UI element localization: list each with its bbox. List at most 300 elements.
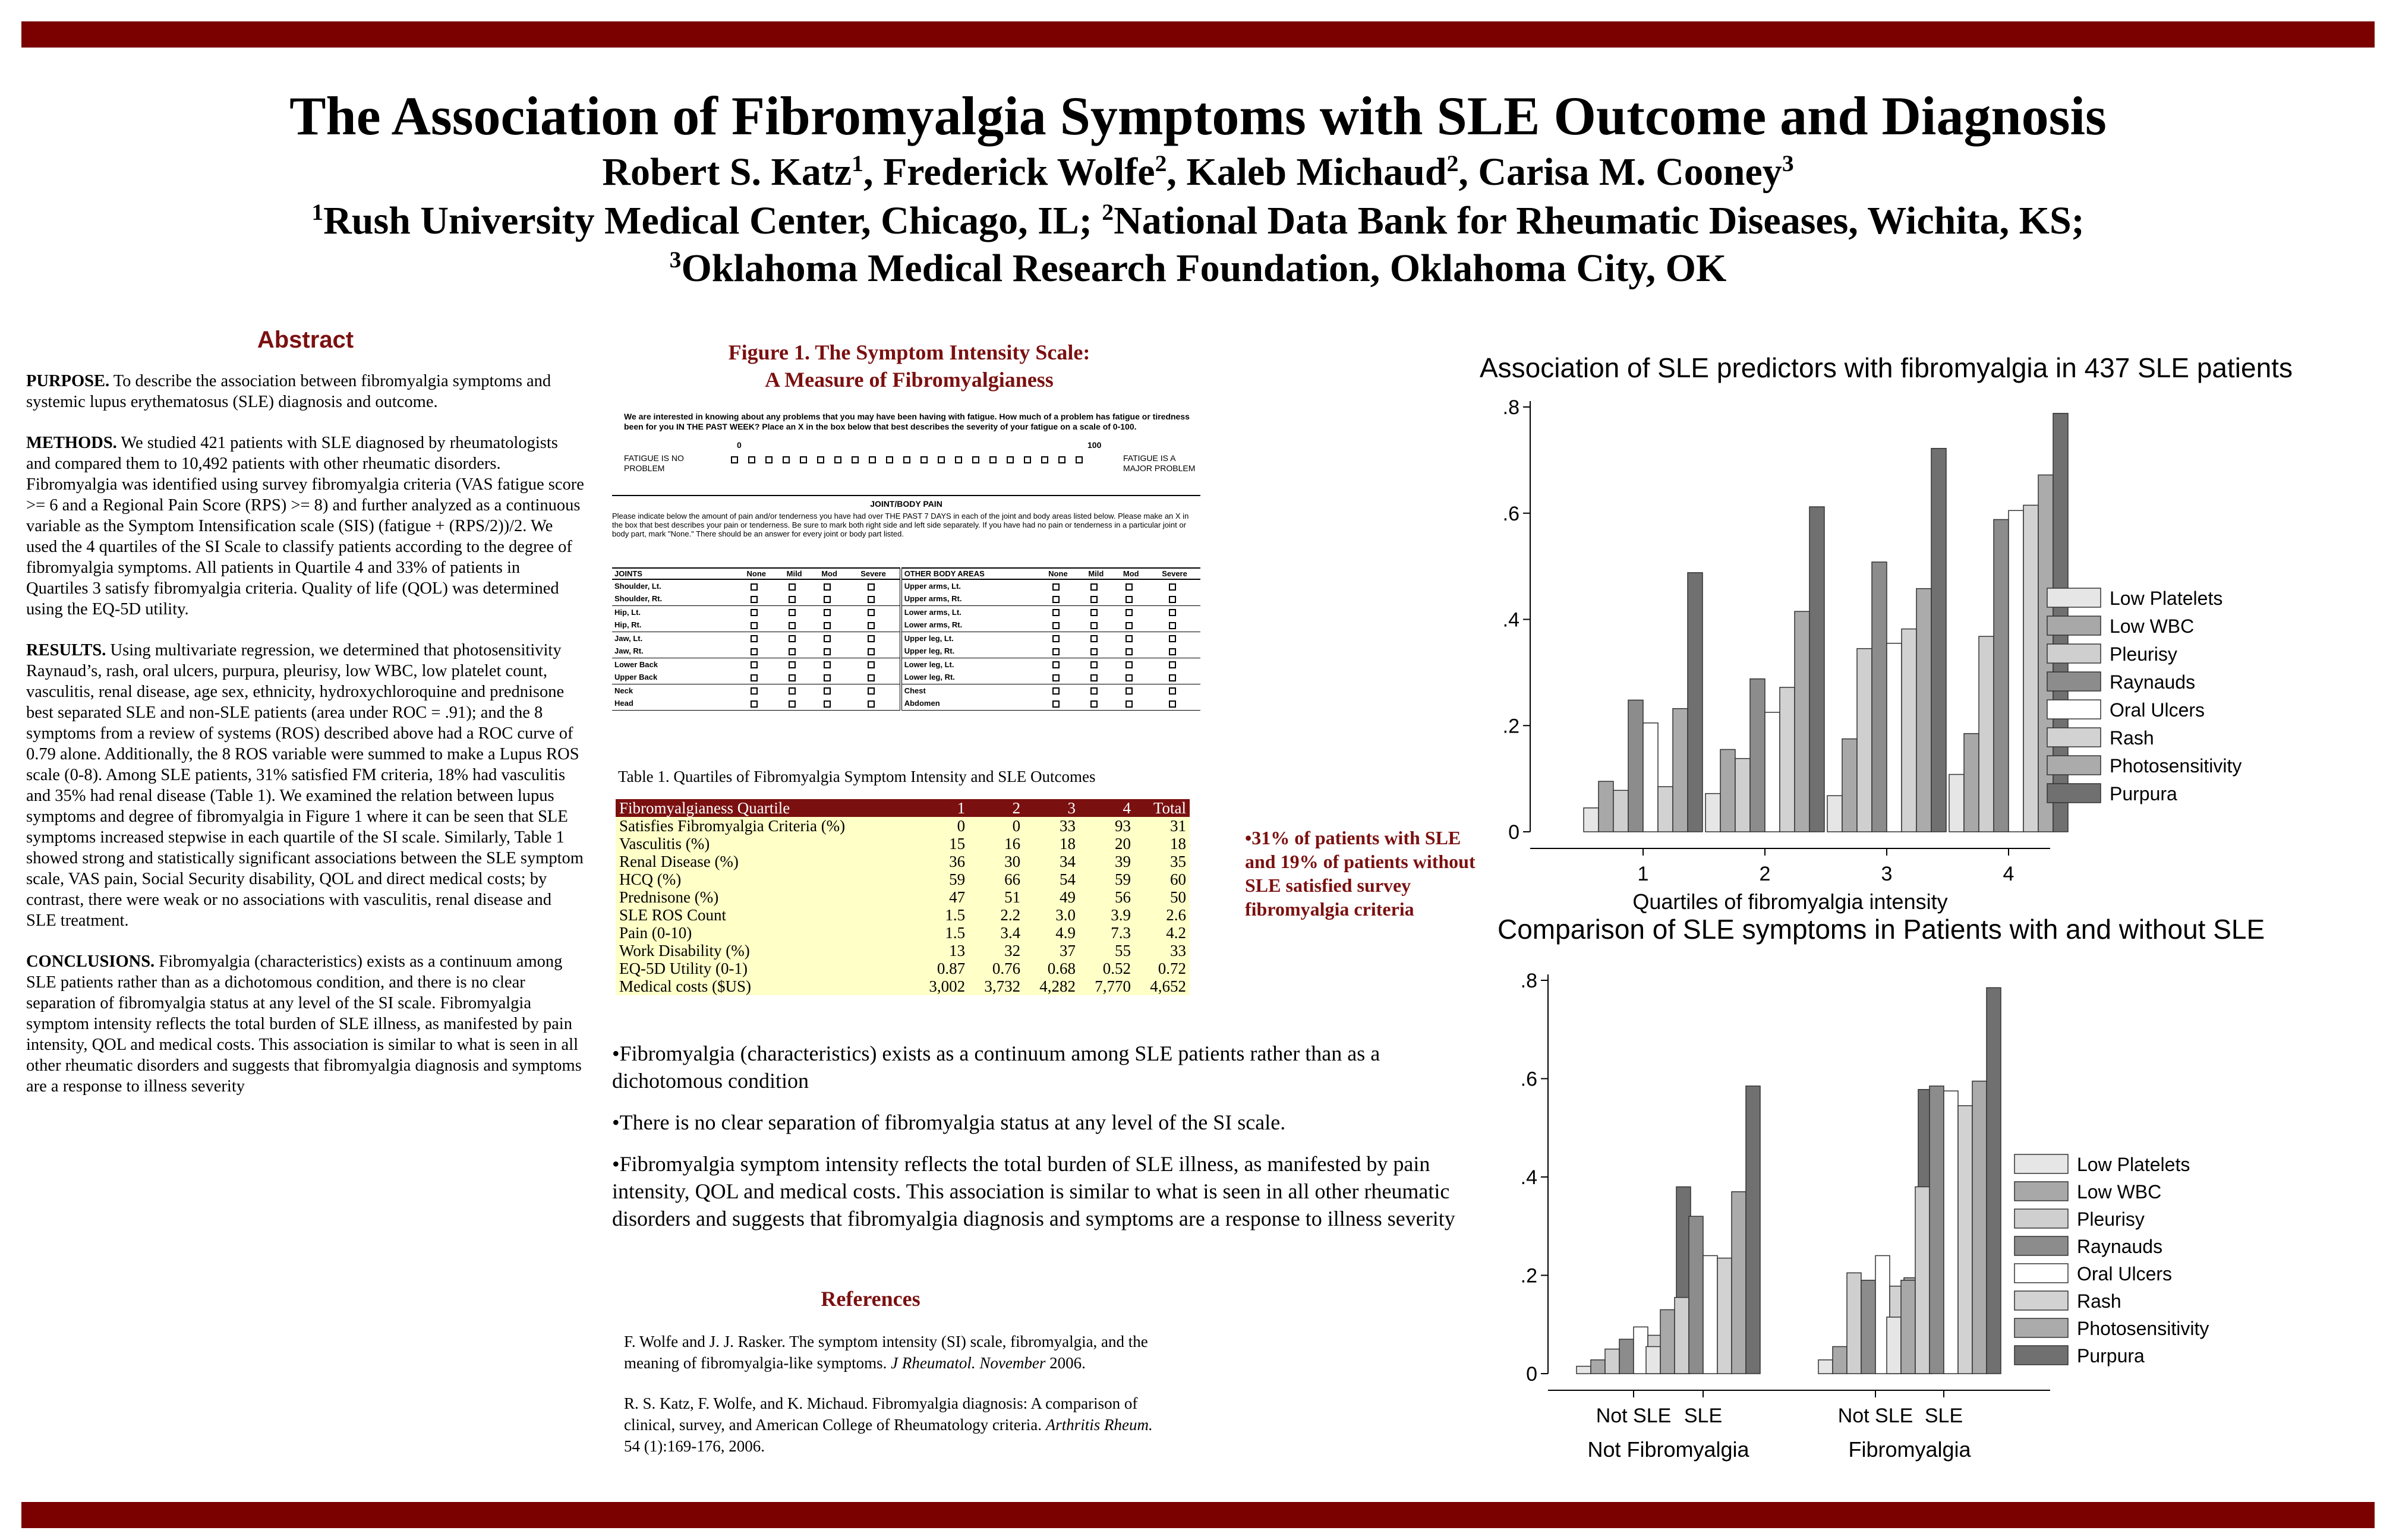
pain-row bbox=[612, 592, 1200, 605]
pain-cell bbox=[812, 658, 847, 671]
figure1-title-line1: Figure 1. The Symptom Intensity Scale: bbox=[728, 340, 1090, 364]
pain-cell bbox=[812, 671, 847, 684]
pain-checkbox bbox=[824, 583, 831, 591]
chart-title: Association of SLE predictors with fibromyalgia in 437 SLE patients bbox=[1480, 352, 2293, 383]
y-tick-label: .2 bbox=[1520, 1264, 1537, 1287]
pain-checkbox bbox=[868, 609, 875, 616]
severity-header: Mod bbox=[821, 569, 837, 578]
severity-header: None bbox=[746, 569, 766, 578]
pain-cell bbox=[777, 697, 811, 710]
table1-header-cell: 4 bbox=[1079, 799, 1134, 817]
chart-title: Comparison of SLE symptoms in Patients with and without SLE bbox=[1498, 914, 2265, 945]
table1-cell: HCQ (%) bbox=[619, 870, 682, 888]
group-label: Not Fibromyalgia bbox=[1587, 1437, 1749, 1462]
figure1-title bbox=[606, 339, 1212, 393]
x-tick-label: SLE bbox=[1683, 1405, 1723, 1427]
pain-cell bbox=[1038, 697, 1079, 710]
pain-checkbox bbox=[868, 596, 875, 603]
table1-cell: 0 bbox=[1012, 817, 1021, 835]
scale-checkbox bbox=[852, 456, 859, 463]
pain-cell bbox=[1149, 684, 1200, 697]
abstract-sections bbox=[26, 371, 585, 1097]
pain-checkbox bbox=[751, 596, 758, 603]
pain-checkbox bbox=[868, 687, 875, 695]
pain-checkbox bbox=[1090, 609, 1098, 616]
pain-cell bbox=[847, 671, 900, 684]
table1-row bbox=[616, 853, 1190, 870]
pain-checkbox bbox=[1169, 661, 1176, 668]
table1-cell: 36 bbox=[949, 853, 966, 870]
scale-checkbox bbox=[817, 456, 824, 463]
bar-pleurisy bbox=[1847, 1273, 1861, 1374]
scale-right-label: FATIGUE IS A MAJOR PROBLEM bbox=[1123, 453, 1196, 473]
bar-rash bbox=[1902, 629, 1916, 832]
scale-checkbox bbox=[972, 456, 979, 463]
pain-row bbox=[612, 671, 1200, 684]
table1-cell: 4.9 bbox=[1055, 924, 1076, 942]
pain-checkbox bbox=[789, 583, 796, 591]
conclusion-bullet: •Fibromyalgia (characteristics) exists as a continuum among SLE patients rather than as a dichotomous condition bbox=[612, 1042, 1380, 1093]
pain-cell bbox=[1038, 645, 1079, 658]
pain-cell bbox=[777, 645, 811, 658]
table1-row bbox=[616, 835, 1190, 853]
pain-cell bbox=[812, 645, 847, 658]
table1-cell: 0.52 bbox=[1102, 960, 1131, 977]
author-affil-sup: 1 bbox=[852, 150, 863, 176]
pain-cell bbox=[1079, 658, 1113, 671]
pain-checkbox bbox=[751, 583, 758, 591]
scale-checkbox bbox=[800, 456, 807, 463]
pain-checkbox bbox=[1169, 622, 1176, 629]
poster-title: The Association of Fibromyalgia Symptoms with SLE Outcome and Diagnosis bbox=[289, 86, 2107, 146]
pain-cell bbox=[847, 645, 900, 658]
pain-checkbox bbox=[751, 661, 758, 668]
y-tick-label: .6 bbox=[1520, 1068, 1537, 1091]
pain-cell bbox=[847, 579, 900, 592]
pain-cell bbox=[1079, 618, 1113, 632]
bar-low-platelets bbox=[1646, 1346, 1660, 1374]
y-tick-label: .6 bbox=[1502, 502, 1519, 525]
table1-row bbox=[616, 942, 1190, 960]
pain-cell bbox=[847, 632, 900, 645]
pain-checkbox bbox=[1126, 609, 1133, 616]
table1-row bbox=[616, 888, 1190, 906]
author-name: Carisa M. Cooney bbox=[1478, 150, 1782, 194]
bar-raynauds bbox=[1628, 700, 1643, 832]
bar-low-platelets bbox=[1887, 1317, 1901, 1374]
pain-checkbox bbox=[1126, 700, 1133, 708]
table1-cell: 50 bbox=[1170, 888, 1186, 906]
pain-cell bbox=[777, 632, 811, 645]
table1-cell: Satisfies Fibromyalgia Criteria (%) bbox=[619, 817, 846, 835]
pain-cell bbox=[812, 697, 847, 710]
pain-cell bbox=[1079, 697, 1113, 710]
pain-checkbox bbox=[789, 622, 796, 629]
fatigue-scale-boxes bbox=[731, 455, 1111, 465]
bar-raynauds bbox=[1994, 519, 2009, 832]
legend-label: Oral Ulcers bbox=[2110, 699, 2205, 721]
author-name: Frederick Wolfe bbox=[882, 150, 1155, 194]
author-name: Kaleb Michaud bbox=[1186, 150, 1447, 194]
pain-checkbox bbox=[1126, 674, 1133, 681]
x-tick-label: Not SLE bbox=[1837, 1405, 1913, 1427]
legend-label: Purpura bbox=[2110, 783, 2177, 804]
legend-swatch bbox=[2047, 728, 2101, 747]
pain-cell bbox=[736, 632, 777, 645]
pain-checkbox bbox=[789, 635, 796, 642]
pain-cell bbox=[1113, 684, 1149, 697]
pain-row bbox=[612, 632, 1200, 645]
legend-swatch bbox=[2047, 588, 2101, 607]
pain-cell bbox=[1038, 618, 1079, 632]
pain-cell bbox=[1038, 592, 1079, 605]
abstract-text: We studied 421 patients with SLE diagnosed by rheumatologists and compared them to 10,492 patients with other rheumatic disorders. Fibromyalgia was identified using survey fibromyalgia criteria (VAS fatigue score >= 6 and a Regional Pain Score (RPS) >= 8) and further analyzed as a continuous variable as the Symptom Intensification scale (SIS) (fatigue + (RPS/2))/2. We used the 4 quartiles of the SI Scale to classify patients according to the degree of fibromyalgia symptoms. All patients in Quartile 4 and 33% of patients in Quartiles 3 satisfy fibromyalgia criteria. Quality of life (QOL) was determined using the EQ-5D utility. bbox=[26, 434, 584, 618]
pain-cell bbox=[1079, 645, 1113, 658]
pain-cell bbox=[1079, 592, 1113, 605]
table1-cell: 59 bbox=[1114, 870, 1131, 888]
pain-cell bbox=[1079, 579, 1113, 592]
joint-label: Head bbox=[614, 699, 633, 708]
table1-cell: 32 bbox=[1004, 942, 1021, 960]
pain-cell bbox=[1149, 671, 1200, 684]
table1-cell: Vasculitis (%) bbox=[619, 835, 710, 853]
pain-instructions: Please indicate below the amount of pain and/or tenderness you have had over THE PAST 7 DAYS in each of the joint and body areas listed below. Please make an X in the box that best describes your pain or tenderness. Be sure to mark both right side and left side separately. If you have had no pain or tenderness in a particular joint or body part, mark "None." There should be an answer for every joint or body part listed. bbox=[612, 512, 1189, 538]
pain-checkbox bbox=[868, 622, 875, 629]
pain-checkbox bbox=[751, 700, 758, 708]
severity-header: Severe bbox=[1162, 569, 1187, 578]
area-label: Upper leg, Lt. bbox=[901, 632, 1038, 645]
pain-cell bbox=[736, 697, 777, 710]
bar-raynauds bbox=[1861, 1280, 1875, 1374]
table1-cell: 4,652 bbox=[1150, 977, 1186, 995]
x-tick-label: 2 bbox=[1759, 863, 1771, 885]
table1-cell: 49 bbox=[1060, 888, 1076, 906]
pain-cell bbox=[1079, 632, 1113, 645]
reference-tail: 2006. bbox=[1045, 1354, 1086, 1372]
table1-cell: 66 bbox=[1004, 870, 1021, 888]
x-tick-label: SLE bbox=[1924, 1405, 1963, 1427]
legend-label: Pleurisy bbox=[2077, 1208, 2145, 1230]
legend-label: Photosensitivity bbox=[2077, 1318, 2209, 1339]
legend-label: Photosensitivity bbox=[2110, 755, 2242, 777]
pain-cell bbox=[1038, 605, 1079, 618]
pain-checkbox bbox=[1126, 648, 1133, 655]
bar-photosensitivity bbox=[1732, 1192, 1746, 1374]
scale-checkbox bbox=[765, 456, 773, 463]
pain-cell bbox=[736, 579, 777, 592]
area-label: Upper arms, Rt. bbox=[901, 592, 1038, 605]
scale-checkbox bbox=[886, 456, 893, 463]
scale-left-label: FATIGUE IS NO PROBLEM bbox=[624, 453, 684, 473]
affiliation-line-1 bbox=[0, 197, 2396, 245]
table1-cell: Pain (0-10) bbox=[619, 924, 692, 942]
pain-checkbox bbox=[1052, 596, 1060, 603]
bar-oral-ulcers bbox=[1703, 1255, 1717, 1374]
reference-tail: 54 (1):169-176, 2006. bbox=[624, 1437, 765, 1455]
bar-purpura bbox=[1931, 449, 1946, 832]
reference-text: F. Wolfe and J. J. Rasker. The symptom intensity (SI) scale, fibromyalgia, and the meaning of fibromyalgia-like symptoms. bbox=[624, 1333, 1148, 1372]
pain-checkbox bbox=[1169, 674, 1176, 681]
table1-cell: 56 bbox=[1114, 888, 1131, 906]
table1-cell: 1.5 bbox=[945, 924, 966, 942]
bar-low-platelets bbox=[1818, 1360, 1833, 1374]
legend-swatch bbox=[2047, 784, 2101, 803]
pain-cell bbox=[1113, 618, 1149, 632]
pain-checkbox bbox=[868, 700, 875, 708]
pain-checkbox bbox=[868, 648, 875, 655]
y-tick-label: .8 bbox=[1502, 396, 1519, 419]
pain-checkbox bbox=[824, 648, 831, 655]
pain-cell bbox=[736, 618, 777, 632]
severity-header: Mild bbox=[786, 569, 802, 578]
pain-cell bbox=[1079, 684, 1113, 697]
pain-row bbox=[612, 697, 1200, 710]
pain-row bbox=[612, 605, 1200, 618]
pain-cell bbox=[1149, 618, 1200, 632]
legend-label: Pleurisy bbox=[2110, 643, 2177, 665]
legend-label: Low WBC bbox=[2110, 616, 2195, 637]
pain-checkbox bbox=[1090, 583, 1098, 591]
pain-cell bbox=[1149, 605, 1200, 618]
table1-cell: 51 bbox=[1004, 888, 1021, 906]
pain-cell bbox=[777, 618, 811, 632]
pain-row bbox=[612, 579, 1200, 592]
pain-row bbox=[612, 658, 1200, 671]
pain-cell bbox=[1038, 671, 1079, 684]
pain-cell bbox=[812, 632, 847, 645]
area-label: Chest bbox=[901, 684, 1038, 697]
scale-min: 0 bbox=[737, 440, 742, 450]
area-label: Lower leg, Rt. bbox=[901, 671, 1038, 684]
scale-checkbox bbox=[903, 456, 910, 463]
figure1-title-line2: A Measure of Fibromyalgianess bbox=[765, 368, 1054, 392]
symptom-intensity-form bbox=[612, 407, 1200, 758]
pain-cell bbox=[777, 592, 811, 605]
legend-swatch bbox=[2014, 1346, 2068, 1365]
pain-cell bbox=[1113, 645, 1149, 658]
bar-pleurisy bbox=[1613, 790, 1628, 832]
affiliations bbox=[0, 197, 2396, 292]
bar-rash bbox=[1658, 787, 1673, 832]
legend-swatch bbox=[2014, 1291, 2068, 1310]
pain-checkbox bbox=[824, 700, 831, 708]
scale-checkbox bbox=[1024, 456, 1031, 463]
bar-photosensitivity bbox=[1916, 589, 1931, 832]
pain-cell bbox=[1038, 632, 1079, 645]
reference-journal: J Rheumatol. November bbox=[891, 1354, 1046, 1372]
table1-cell: 16 bbox=[1004, 835, 1021, 853]
author-sep: , bbox=[1458, 150, 1478, 194]
pain-checkbox bbox=[1052, 609, 1060, 616]
pain-checkbox bbox=[1090, 648, 1098, 655]
pain-header-row bbox=[612, 568, 1200, 579]
legend-swatch bbox=[2014, 1264, 2068, 1283]
pain-checkbox bbox=[1169, 700, 1176, 708]
pain-checkbox bbox=[868, 661, 875, 668]
y-tick-label: .4 bbox=[1502, 608, 1519, 632]
pain-cell bbox=[777, 579, 811, 592]
pain-checkbox bbox=[751, 648, 758, 655]
table1-cell: 13 bbox=[949, 942, 966, 960]
pain-cell bbox=[812, 579, 847, 592]
author-affil-sup: 2 bbox=[1155, 150, 1167, 176]
bar-rash bbox=[2023, 505, 2038, 832]
legend-label: Low WBC bbox=[2077, 1181, 2162, 1203]
abstract-section bbox=[26, 640, 585, 931]
pain-checkbox bbox=[1126, 622, 1133, 629]
table1-cell: 3,002 bbox=[929, 977, 966, 995]
references-list bbox=[624, 1331, 1159, 1476]
pain-cell bbox=[736, 645, 777, 658]
other-areas-header: OTHER BODY AREAS bbox=[901, 568, 1038, 579]
table1-row bbox=[616, 924, 1190, 942]
scale-checkbox bbox=[989, 456, 997, 463]
pain-cell bbox=[777, 605, 811, 618]
table1-cell: 2.2 bbox=[1000, 906, 1021, 924]
joints-header: JOINTS bbox=[614, 569, 642, 578]
joint-label: Lower Back bbox=[614, 659, 658, 669]
bar-pleurisy bbox=[1915, 1187, 1930, 1374]
reference-journal: Arthritis Rheum. bbox=[1045, 1416, 1153, 1434]
affiliation-line-2 bbox=[0, 245, 2396, 292]
legend-label: Rash bbox=[2110, 727, 2154, 749]
table1-header-cell: 3 bbox=[1024, 799, 1079, 817]
table1-cell: 0 bbox=[957, 817, 966, 835]
chart-sle-predictors bbox=[1474, 345, 2335, 914]
pain-checkbox bbox=[1126, 687, 1133, 695]
pain-cell bbox=[1149, 645, 1200, 658]
table1-row bbox=[616, 870, 1190, 888]
bar-pleurisy bbox=[1979, 636, 1994, 832]
pain-checkbox bbox=[824, 596, 831, 603]
pain-cell bbox=[847, 697, 900, 710]
pain-checkbox bbox=[824, 635, 831, 642]
bar-rash bbox=[1780, 687, 1795, 832]
bar-low-wbc bbox=[1591, 1360, 1605, 1374]
pain-cell bbox=[777, 684, 811, 697]
author-sep: , bbox=[1167, 150, 1187, 194]
pain-checkbox bbox=[1126, 635, 1133, 642]
references-heading: References bbox=[821, 1287, 920, 1311]
abstract-label: RESULTS. bbox=[26, 641, 106, 659]
bar-low-platelets bbox=[1705, 794, 1720, 832]
joint-label: Neck bbox=[614, 686, 633, 695]
pain-checkbox bbox=[824, 609, 831, 616]
bar-pleurisy bbox=[1675, 1298, 1689, 1374]
conclusion-bullets bbox=[612, 1040, 1468, 1246]
scale-checkbox bbox=[938, 456, 945, 463]
pain-checkbox bbox=[1169, 596, 1176, 603]
table1-row bbox=[616, 960, 1190, 977]
table1-header-row bbox=[616, 799, 1190, 817]
pain-checkbox bbox=[1090, 687, 1098, 695]
bar-photosensitivity bbox=[1673, 709, 1688, 832]
abstract-label: METHODS. bbox=[26, 434, 117, 452]
x-tick-label: 3 bbox=[1881, 863, 1893, 885]
pain-cell bbox=[1038, 658, 1079, 671]
pain-row bbox=[612, 618, 1200, 632]
abstract-section bbox=[26, 951, 585, 1097]
bar-low-wbc bbox=[1901, 1280, 1915, 1374]
bar-low-platelets bbox=[1577, 1367, 1591, 1374]
abstract-text: Fibromyalgia (characteristics) exists as a continuum among SLE patients rather than as a dichotomous condition, and there is no clear separation of fibromyalgia status at any level of the SI scale. Fibromyalgia symptom intensity reflects the total burden of SLE illness, as manifested by pain intensity, QOL and medical costs. This association is similar to what is seen in all other rheumatic disorders and suggests that fibromyalgia diagnosis and symptoms are a response to illness severity bbox=[26, 952, 582, 1096]
table1-cell: 54 bbox=[1060, 870, 1076, 888]
pain-cell bbox=[777, 671, 811, 684]
legend-swatch bbox=[2014, 1209, 2068, 1228]
pain-checkbox bbox=[1090, 622, 1098, 629]
scale-checkbox bbox=[748, 456, 755, 463]
pain-checkbox bbox=[751, 622, 758, 629]
legend-label: Oral Ulcers bbox=[2077, 1263, 2173, 1285]
scale-checkbox bbox=[1058, 456, 1065, 463]
pain-cell bbox=[847, 618, 900, 632]
bar-low-wbc bbox=[1720, 749, 1735, 832]
table1-cell: 2.6 bbox=[1166, 906, 1186, 924]
pain-checkbox bbox=[789, 596, 796, 603]
pain-cell bbox=[1079, 671, 1113, 684]
table1-cell: 4,282 bbox=[1039, 977, 1076, 995]
pain-checkbox bbox=[1126, 661, 1133, 668]
pain-cell bbox=[736, 658, 777, 671]
abstract-text: Using multivariate regression, we determined that photosensitivity Raynaud’s, rash, oral ulcers, purpura, pleurisy, low WBC, low platelet count, vasculitis, renal disease, age sex, ethnicity, hydroxychloroquine and prednisone best separated SLE and non-SLE patients (area under ROC = .91); and the 8 symptoms from a review of systems (ROS) described above had a ROC curve of 0.79 alone. Additionally, the 8 ROS variable were summed to make a Lupus ROS scale (0-8). Among SLE patients, 31% satisfied FM criteria, 18% had vasculitis and 35% had renal disease (Table 1). We examined the relation between lupus symptoms and degree of fibromyalgia in Figure 1 where it can be seen that SLE symptoms increased stepwise in each quartile of the SI scale. Similarly, Table 1 showed strong and statistically significant associations between the SLE symptom scale, VAS pain, Social Security disability, QOL and direct medical costs; by contrast, there were weak or no associations with vasculitis, renal disease and SLE treatment. bbox=[26, 641, 584, 930]
pain-grid bbox=[612, 567, 1200, 711]
top-banner bbox=[21, 21, 2375, 48]
scale-checkbox bbox=[1007, 456, 1014, 463]
table1-cell: 55 bbox=[1114, 942, 1131, 960]
scale-checkbox bbox=[1076, 456, 1083, 463]
pain-cell bbox=[847, 684, 900, 697]
table1-cell: 39 bbox=[1114, 853, 1131, 870]
abstract-column bbox=[26, 327, 585, 1117]
pain-cell bbox=[777, 658, 811, 671]
joint-label: Shoulder, Rt. bbox=[614, 594, 663, 604]
table1-cell: 1.5 bbox=[945, 906, 966, 924]
table1-cell: 18 bbox=[1170, 835, 1186, 853]
bar-low-platelets bbox=[1949, 774, 1964, 832]
abstract-heading: Abstract bbox=[257, 327, 354, 353]
table1-cell: 37 bbox=[1060, 942, 1076, 960]
pain-cell bbox=[1149, 697, 1200, 710]
pain-checkbox bbox=[751, 687, 758, 695]
affil-text: Rush University Medical Center, Chicago, IL; bbox=[323, 199, 1102, 242]
legend-swatch bbox=[2014, 1182, 2068, 1201]
pain-cell bbox=[1038, 684, 1079, 697]
bar-low-wbc bbox=[1660, 1309, 1675, 1374]
pain-cell bbox=[1113, 605, 1149, 618]
joint-label: Shoulder, Lt. bbox=[614, 582, 661, 591]
fatigue-question: We are interested in knowing about any problems that you may have been having with fatigue. How much of a problem has fatigue or tiredness been for you IN THE PAST WEEK? Place an X in the box below that best describes the severity of your fatigue on a scale of 0-100. bbox=[624, 412, 1190, 431]
y-tick-label: .8 bbox=[1520, 970, 1537, 992]
pain-checkbox bbox=[1090, 674, 1098, 681]
pain-checkbox bbox=[789, 674, 796, 681]
x-tick-label: Not SLE bbox=[1596, 1405, 1672, 1427]
table1-cell: 4.2 bbox=[1166, 924, 1186, 942]
bar-low-platelets bbox=[1584, 808, 1599, 832]
pain-cell bbox=[1149, 592, 1200, 605]
abstract-section bbox=[26, 371, 585, 412]
table1-cell: 7,770 bbox=[1095, 977, 1131, 995]
pain-cell bbox=[847, 592, 900, 605]
table1-cell: 0.87 bbox=[937, 960, 966, 977]
pain-checkbox bbox=[824, 687, 831, 695]
pain-checkbox bbox=[751, 609, 758, 616]
bar-oral-ulcers bbox=[1944, 1091, 1958, 1374]
pain-cell bbox=[1149, 579, 1200, 592]
area-label: Upper leg, Rt. bbox=[901, 645, 1038, 658]
bar-pleurisy bbox=[1857, 649, 1872, 832]
pain-checkbox bbox=[868, 674, 875, 681]
pain-checkbox bbox=[1052, 661, 1060, 668]
